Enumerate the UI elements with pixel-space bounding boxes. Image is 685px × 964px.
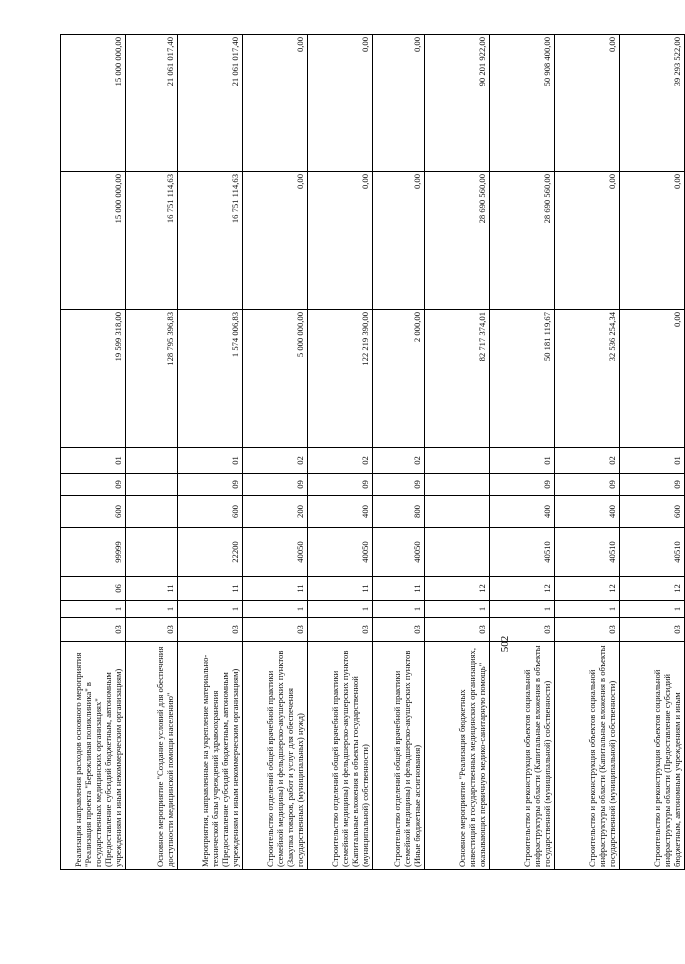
cell-v2: 15 000 000,00 <box>61 172 126 310</box>
cell-c5: 600 <box>620 496 685 528</box>
cell-c1: 03 <box>178 618 243 642</box>
cell-c6: 09 <box>61 474 126 496</box>
cell-v2: 0,00 <box>243 172 308 310</box>
cell-c1: 03 <box>126 618 178 642</box>
cell-c3: 11 <box>126 577 178 601</box>
rotated-page <box>60 35 683 870</box>
cell-c2: 1 <box>373 601 425 618</box>
cell-desc: Строительство отделений общей врачебной практики (семейной медицины) и фельдшерско-акушерских пунктов (Закупка товаров, работ и услуг для обеспечения государственных (муниципальных) нужд) <box>243 642 308 870</box>
table-row <box>61 35 126 870</box>
cell-desc: Мероприятия, направленные на укрепление материально-технической базы учреждений здравоохранения (Предоставление субсидий бюджетным, автономным учреждениям и иным некоммерческим организациям) <box>178 642 243 870</box>
cell-c7: 02 <box>373 448 425 474</box>
cell-c4: 40510 <box>620 528 685 577</box>
cell-c2: 1 <box>178 601 243 618</box>
table-row <box>178 35 243 870</box>
cell-v1: 1 574 006,83 <box>178 310 243 448</box>
cell-c1: 03 <box>620 618 685 642</box>
table-row <box>126 35 178 870</box>
cell-c5: 400 <box>555 496 620 528</box>
cell-c1: 03 <box>555 618 620 642</box>
cell-v1: 0,00 <box>620 310 685 448</box>
cell-c4: 40050 <box>373 528 425 577</box>
cell-c5: 200 <box>243 496 308 528</box>
cell-c3: 11 <box>308 577 373 601</box>
cell-v1: 19 599 318,00 <box>61 310 126 448</box>
cell-c1: 03 <box>61 618 126 642</box>
cell-c1: 03 <box>425 618 490 642</box>
cell-c3: 12 <box>555 577 620 601</box>
cell-desc: Основное мероприятие "Реализация бюджетных инвестиций в государственных медицинских организациях, оказывающих первичную медико-санитарную помощь" <box>425 642 490 870</box>
cell-c6 <box>425 474 490 496</box>
cell-c6 <box>126 474 178 496</box>
cell-c1: 03 <box>490 618 555 642</box>
cell-v2: 28 690 560,00 <box>425 172 490 310</box>
cell-c2: 1 <box>425 601 490 618</box>
cell-c4: 22200 <box>178 528 243 577</box>
cell-c7 <box>126 448 178 474</box>
cell-v3: 90 201 922,00 <box>425 35 490 172</box>
cell-c2: 1 <box>620 601 685 618</box>
cell-v2: 0,00 <box>373 172 425 310</box>
cell-v1: 122 219 390,00 <box>308 310 373 448</box>
cell-v2: 0,00 <box>555 172 620 310</box>
cell-c3: 11 <box>178 577 243 601</box>
cell-v3: 39 293 522,00 <box>620 35 685 172</box>
cell-c1: 03 <box>373 618 425 642</box>
cell-desc: Основное мероприятие "Создание условий для обеспечения доступности медицинской помощи населению" <box>126 642 178 870</box>
cell-c7: 01 <box>178 448 243 474</box>
cell-v1: 2 000,00 <box>373 310 425 448</box>
cell-c3: 12 <box>620 577 685 601</box>
table-row <box>620 35 685 870</box>
cell-v1: 82 717 374,01 <box>425 310 490 448</box>
cell-c6: 09 <box>620 474 685 496</box>
cell-desc: Строительство и реконструкция объектов социальной инфраструктуры области (Капитальные вложения в объекты государственной (муниципальной) собственности) <box>490 642 555 870</box>
table-row <box>555 35 620 870</box>
cell-c3: 11 <box>243 577 308 601</box>
cell-c7: 02 <box>555 448 620 474</box>
cell-v2: 28 690 560,00 <box>490 172 555 310</box>
cell-c5: 600 <box>61 496 126 528</box>
cell-v3: 15 000 000,00 <box>61 35 126 172</box>
cell-c4: 40050 <box>243 528 308 577</box>
cell-c5: 400 <box>490 496 555 528</box>
cell-c3: 11 <box>373 577 425 601</box>
cell-c7: 01 <box>620 448 685 474</box>
cell-c7: 01 <box>61 448 126 474</box>
cell-c7: 01 <box>490 448 555 474</box>
cell-c1: 03 <box>308 618 373 642</box>
cell-v1: 128 795 396,83 <box>126 310 178 448</box>
cell-c5: 800 <box>373 496 425 528</box>
table-row <box>308 35 373 870</box>
table-row <box>373 35 425 870</box>
cell-v3: 21 061 017,40 <box>178 35 243 172</box>
cell-desc: Строительство отделений общей врачебной практики (семейной медицины) и фельдшерско-акушерских пунктов (Капитальные вложения в объекты государственной (муниципальной) собственности) <box>308 642 373 870</box>
cell-c7: 02 <box>308 448 373 474</box>
cell-v2: 16 751 114,63 <box>178 172 243 310</box>
cell-v3: 0,00 <box>555 35 620 172</box>
cell-c6: 09 <box>373 474 425 496</box>
cell-c6: 09 <box>555 474 620 496</box>
cell-c4: 40050 <box>308 528 373 577</box>
cell-c2: 1 <box>61 601 126 618</box>
cell-c5: 600 <box>178 496 243 528</box>
cell-desc: Реализация направления расходов основного мероприятия "Реализация проекта "Бережливая поликлиника" в государственных медицинских организациях" (Предоставление субсидий бюджетным, автономным учреждениям и иным некоммерческим организациям) <box>61 642 126 870</box>
table-row <box>425 35 490 870</box>
cell-c3: 12 <box>490 577 555 601</box>
cell-desc: Строительство и реконструкция объектов социальной инфраструктуры области (Капитальные вложения в объекты государственной (муниципальной) собственности) <box>555 642 620 870</box>
cell-c6: 09 <box>243 474 308 496</box>
cell-v3: 0,00 <box>308 35 373 172</box>
cell-c6: 09 <box>490 474 555 496</box>
cell-c5 <box>126 496 178 528</box>
cell-c3: 12 <box>425 577 490 601</box>
cell-v3: 50 908 400,00 <box>490 35 555 172</box>
table-body <box>61 35 685 870</box>
cell-c3: 06 <box>61 577 126 601</box>
cell-v2: 16 751 114,63 <box>126 172 178 310</box>
cell-c4 <box>425 528 490 577</box>
cell-c2: 1 <box>243 601 308 618</box>
cell-c4: 40510 <box>555 528 620 577</box>
cell-c2: 1 <box>490 601 555 618</box>
cell-c2: 1 <box>555 601 620 618</box>
cell-v3: 21 061 017,40 <box>126 35 178 172</box>
cell-v2: 0,00 <box>620 172 685 310</box>
cell-c7: 02 <box>243 448 308 474</box>
cell-c5: 400 <box>308 496 373 528</box>
table-row <box>490 35 555 870</box>
cell-desc: Строительство отделений общей врачебной практики (семейной медицины) и фельдшерско-акушерских пунктов (Иные бюджетные ассигнования) <box>373 642 425 870</box>
cell-v3: 0,00 <box>243 35 308 172</box>
cell-c4: 40510 <box>490 528 555 577</box>
cell-v1: 50 181 119,67 <box>490 310 555 448</box>
cell-v2: 0,00 <box>308 172 373 310</box>
table-row <box>243 35 308 870</box>
cell-v1: 5 000 000,00 <box>243 310 308 448</box>
cell-c4: 99999 <box>61 528 126 577</box>
cell-v3: 0,00 <box>373 35 425 172</box>
cell-c6: 09 <box>308 474 373 496</box>
cell-v1: 32 536 254,34 <box>555 310 620 448</box>
page-number: 502 <box>499 635 511 653</box>
cell-c4 <box>126 528 178 577</box>
cell-c6: 09 <box>178 474 243 496</box>
cell-c2: 1 <box>308 601 373 618</box>
cell-c1: 03 <box>243 618 308 642</box>
cell-c5 <box>425 496 490 528</box>
cell-c7 <box>425 448 490 474</box>
cell-c2: 1 <box>126 601 178 618</box>
budget-table <box>60 34 685 870</box>
cell-desc: Строительство и реконструкция объектов социальной инфраструктуры области (Предоставление субсидий бюджетным, автономным учреждениям и иным <box>620 642 685 870</box>
